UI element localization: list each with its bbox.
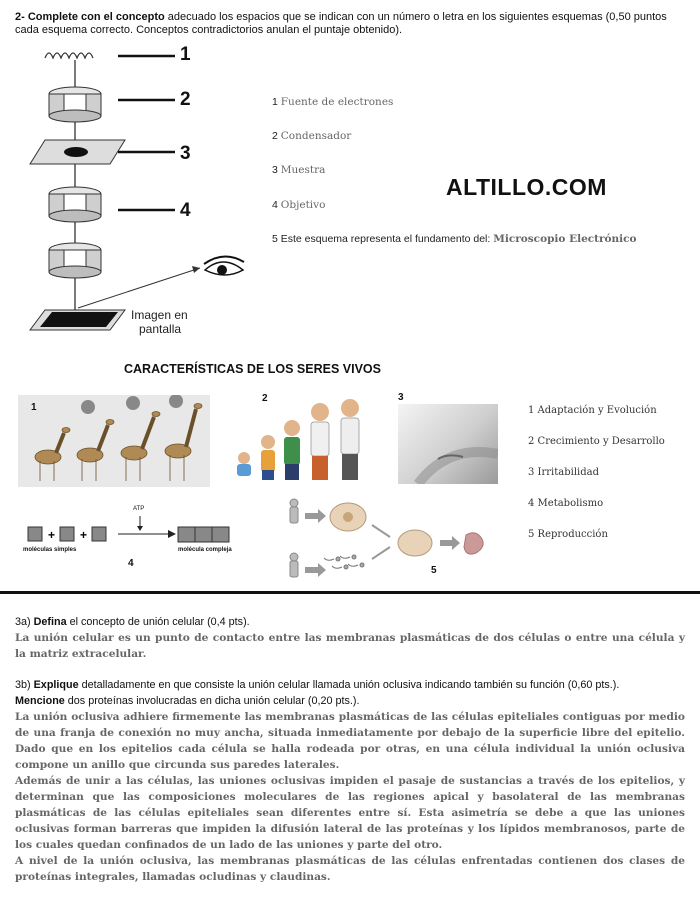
electron-microscope-diagram [0,40,260,340]
seres-answer-4: 4 Metabolismo [528,498,604,509]
panel-5-number: 5 [431,565,437,576]
condenser-lens [49,87,101,122]
question-3a: 3a) Defina el concepto de unión celular (0,4 pts). [15,616,250,628]
simple-molecules-label: moléculas simples [23,547,77,553]
answer-3b-paragraph-2: Además de unir a las células, las uniones oclusivas impiden el pasaje de sustancias a través de los epitelios, y determinan que las composiciones moleculares de las regiones apical y basolateral de las membranas plasmáticas de las células epiteliales sean diferentes entre sí. Esta asimetría se debe a que las uniones oclusivas forman barreras que impiden la difusión lateral de las proteínas y los lípidos membranosos, parte de los cuales quedan confinados de un lado de las uniones y parte del otro. [15,775,685,851]
question-2-bold: 2- Complete con el concepto [15,11,165,23]
complex-molecule-label: molécula compleja [178,547,232,553]
objective-lens [49,187,101,222]
panel-3-photo [398,404,498,484]
panel-1-giraffes [18,395,210,487]
question-2-rest: adecuado los espacios que se indican con un número o letra en los siguientes esquemas (0,50 puntos cada esquema correcto. Conceptos contradictorios anulan el puntaje obtenido). [15,11,667,36]
svg-text:+: + [80,528,88,542]
eye-icon [204,256,244,275]
question-2-text [15,11,690,37]
panel-4-number: 4 [128,558,134,569]
answer-5: 5 Este esquema representa el fundamento del: Microscopio Electrónico [272,233,637,245]
panel-2-number: 2 [262,393,268,404]
watermark-logo: ALTILLO.COM [446,174,607,200]
answer-3b-paragraph-3: A nivel de la unión oclusiva, las membranas plasmáticas de las células enfrentadas contienen dos clases de proteínas integrales, llamadas ocludinas y claudinas. [15,855,685,883]
seres-answer-1: 1 Adaptación y Evolución [528,405,657,416]
image-on-screen-label [131,308,188,336]
panel-2-growth [222,390,382,485]
panel-3-number: 3 [398,392,404,403]
answer-3b-paragraph-1: La unión oclusiva adhiere firmemente las membranas plasmáticas de las células epiteliales contiguas por medio de una franja de conexión no muy ancha, situada inmediatamente por debajo de la superficie libre del epitelio. Dado que en los epitelios cada célula se halla rodeada por otras, en una célula individual la unión oclusiva compone un anillo que circunda sus paredes laterales. [15,711,685,771]
panel-5-reproduction [280,495,500,585]
metabolism-illustration [18,500,233,575]
projector-lens [49,243,101,278]
diagram-number-4: 4 [180,200,191,221]
panel-4-metabolism [18,500,233,575]
answer-2: 2 Condensador [272,130,352,142]
answer-1: 1 Fuente de electrones [272,96,394,108]
diagram-number-1: 1 [180,44,191,65]
svg-text:+: + [48,528,56,542]
growth-illustration [222,390,382,485]
image-label-line-2: pantalla [139,322,182,336]
atp-label: ATP [133,506,145,512]
giraffes-illustration [18,395,210,487]
reproduction-illustration [280,495,500,585]
answer-3: 3 Muestra [272,164,326,176]
section-divider [0,591,700,594]
panel-1-number: 1 [31,402,37,413]
answer-3a: La unión celular es un punto de contacto entre las membranas plasmáticas de dos células o entre una célula y la matriz extracelular. [15,632,685,660]
seres-vivos-title: CARACTERÍSTICAS DE LOS SERES VIVOS [124,362,381,376]
image-label-line-1: Imagen en [131,308,188,322]
sample-plate [30,140,125,164]
question-3b: 3b) Explique detalladamente en que consiste la unión celular llamada unión oclusiva indicando también su función (0,60 pts.). Mencione dos proteínas involucradas en dicha unión celular (0,20 pts.). [15,679,620,707]
seres-answer-2: 2 Crecimiento y Desarrollo [528,436,665,447]
diagram-number-2: 2 [180,89,191,110]
screen-plate [30,310,125,330]
electron-source-coil [45,53,93,58]
answer-4: 4 Objetivo [272,199,326,211]
answer-3b [15,709,685,885]
diagram-number-3: 3 [180,143,191,164]
seres-answer-5: 5 Reproducción [528,529,608,540]
seres-answer-3: 3 Irritabilidad [528,467,599,478]
irritability-photo-illustration [398,404,498,484]
